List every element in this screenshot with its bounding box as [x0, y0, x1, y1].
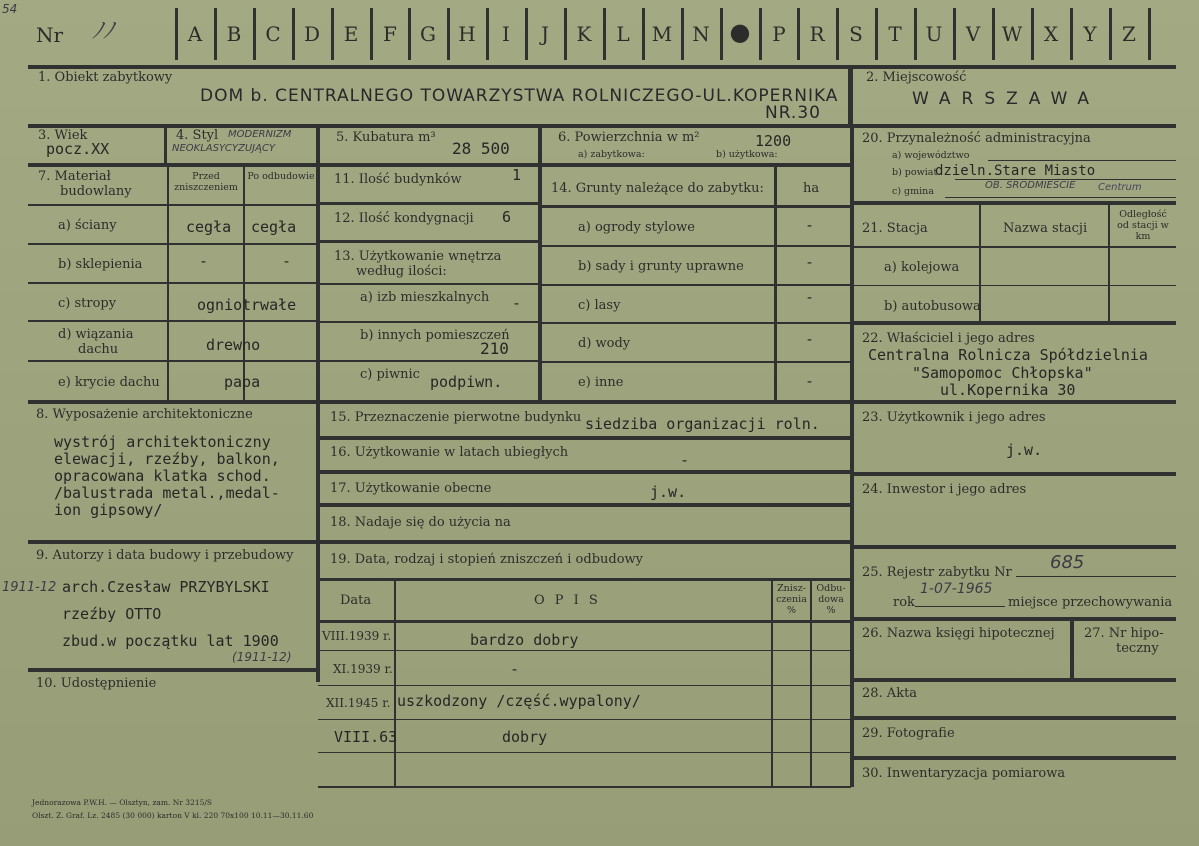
field-17-value: j.w. [650, 483, 687, 501]
field-1-label: 1. Obiekt zabytkowy [38, 70, 173, 85]
field-20-b-value: dzieln.Stare Miasto [935, 163, 1096, 179]
field-15-value: siedziba organizacji roln. [585, 415, 820, 433]
letter-index-cell: Y [1083, 22, 1097, 46]
field-14-row-b-value: - [805, 253, 815, 271]
letter-index-cell: I [502, 22, 510, 46]
field-12-label: 12. Ilość kondygnacji [334, 211, 474, 226]
field-22-line-3: ul.Kopernika 30 [940, 381, 1076, 399]
field-13-a-value: - [512, 294, 522, 312]
field-7-row-e-label: e) krycie dachu [58, 375, 160, 390]
field-7-row-a-label: a) ściany [58, 218, 117, 233]
letter-index-cell: H [458, 22, 476, 46]
field-7-row-b-label: b) sklepienia [58, 257, 143, 272]
field-14-row-c-value: - [805, 288, 815, 306]
letter-index-cell: E [343, 22, 359, 46]
letter-index-cell: W [1001, 22, 1023, 46]
nr-label: Nr [36, 23, 64, 47]
field-1-value-line1: DOM b. CENTRALNEGO TOWARZYSTWA ROLNICZEGO-UL.KOPERNIKA [200, 86, 839, 106]
field-22-label: 22. Właściciel i jego adres [862, 331, 1035, 346]
field-19-col-opis: O P I S [534, 593, 601, 608]
field-19-row-1-opis: bardzo dobry [470, 631, 579, 649]
field-7-row-a-before: cegła [186, 218, 232, 236]
field-30-label: 30. Inwentaryzacja pomiarowa [862, 766, 1066, 781]
letter-index-cell: F [383, 22, 397, 46]
field-6-a-label: a) zabytkowa: [578, 149, 645, 160]
field-19-col-odbudowa: Odbu- dowa % [816, 583, 846, 616]
field-13-a-label: a) izb mieszkalnych [360, 290, 490, 305]
field-21-col-distance: Odległość od stacji w km [1117, 209, 1169, 242]
field-21-col-name: Nazwa stacji [1003, 221, 1088, 236]
field-2-label: 2. Miejscowość [866, 70, 967, 85]
field-10-label: 10. Udostępnienie [36, 676, 157, 691]
letter-index-cell: U [925, 22, 943, 46]
field-27-label-2: teczny [1116, 641, 1159, 656]
field-7-row-d-label-2: dachu [78, 342, 119, 357]
letter-index-cell: S [849, 22, 863, 46]
field-19-col-date: Data [340, 593, 372, 608]
letter-index-row [0, 0, 1199, 62]
field-8-line-1: wystrój architektoniczny [54, 433, 271, 451]
field-13-c-label: c) piwnic [360, 367, 420, 382]
field-7-row-a-after: cegła [251, 218, 297, 236]
field-13-c-value: podpiwn. [430, 373, 503, 391]
field-8-line-5: ion gipsowy/ [54, 501, 163, 519]
letter-index-cell: Z [1122, 22, 1136, 46]
field-16-value: - [680, 451, 690, 469]
letter-index-cell: A [187, 22, 203, 46]
letter-index-cell: D [303, 22, 321, 46]
letter-index-cell: V [965, 22, 981, 46]
field-14-row-e-label: e) inne [578, 375, 624, 390]
field-14-unit: ha [803, 181, 820, 196]
field-22-line-2: "Samopomoc Chłopska" [912, 364, 1093, 382]
field-19-row-1-date: VIII.1939 r. [322, 629, 392, 643]
field-7-row-d-value: drewno [206, 336, 261, 354]
field-21-a-label: a) kolejowa [884, 260, 960, 275]
field-14-row-b-label: b) sady i grunty uprawne [578, 259, 744, 274]
field-14-row-c-label: c) lasy [578, 298, 621, 313]
field-27-label-1: 27. Nr hipo- [1084, 626, 1164, 641]
field-8-line-2: elewacji, rzeźby, balkon, [54, 450, 280, 468]
field-7-row-c-label: c) stropy [58, 296, 117, 311]
field-13-label-2: według ilości: [356, 264, 447, 279]
field-19-row-4-opis: dobry [502, 728, 548, 746]
field-8-line-3: opracowana klatka schod. [54, 467, 271, 485]
letter-index-cell: G [420, 22, 436, 46]
letter-index-cell: B [226, 22, 242, 46]
letter-index-cell: M [651, 22, 673, 46]
field-3-value: pocz.XX [46, 140, 110, 158]
letter-index-cell: ● [729, 18, 751, 46]
nr-handwritten: ﾉﾉ [92, 19, 115, 44]
field-1-value-line2: NR.30 [765, 103, 821, 123]
field-7-row-b-after: - [282, 252, 292, 270]
letter-index-cell: X [1043, 22, 1059, 46]
corner-mark: 54 [2, 2, 18, 16]
field-9-line-2: rzeźby OTTO [62, 605, 162, 623]
field-20-c-label: c) gmina [892, 186, 934, 197]
field-3-label: 3. Wiek [38, 128, 88, 143]
field-28-label: 28. Akta [862, 686, 918, 701]
field-7-col-before: Przed zniszczeniem [174, 171, 238, 193]
field-6-b-label: b) użytkowa: [716, 149, 778, 160]
field-12-value: 6 [502, 208, 512, 226]
field-19-row-3-opis: uszkodzony /część.wypalony/ [397, 692, 641, 710]
field-7-col-after: Po odbudowie [247, 171, 315, 182]
footer-print-line-2: Olszt. Z. Graf. Lz. 2485 (30 000) karton V kl. 220 70x100 10.11—30.11.60 [32, 811, 314, 820]
letter-index-cell: N [692, 22, 710, 46]
field-21-label: 21. Stacja [862, 221, 928, 236]
field-14-row-d-label: d) wody [578, 336, 631, 351]
field-17-label: 17. Użytkowanie obecne [330, 481, 492, 496]
letter-index-cell: T [888, 22, 902, 46]
field-19-row-2-date: XI.1939 r. [333, 662, 393, 676]
field-7-row-d-label-1: d) wiązania [58, 327, 134, 342]
field-19-label: 19. Data, rodzaj i stopień zniszczeń i odbudowy [330, 552, 644, 567]
field-19-col-zniszczenia: Znisz- czenia % [776, 583, 807, 616]
field-14-row-a-value: - [805, 216, 815, 234]
field-13-b-value: 210 [480, 339, 509, 358]
field-6-value: 1200 [755, 132, 792, 150]
letter-index-cell: J [540, 22, 550, 46]
letter-index-cell: P [772, 22, 786, 46]
letter-index-cell: L [616, 22, 630, 46]
field-26-label: 26. Nazwa księgi hipotecznej [862, 626, 1055, 641]
field-19-row-2-opis: - [510, 660, 520, 678]
field-9-line-3: zbud.w początku lat 1900 [62, 632, 279, 650]
field-7-label-2: budowlany [60, 184, 132, 199]
footer-print-line-1: Jednorazowa P.W.H. — Olsztyn, zam. Nr 3215/S [32, 798, 213, 807]
letter-index-cell: C [265, 22, 281, 46]
field-7-row-c-before: ognio [197, 296, 243, 314]
field-9-margin-handwritten: 1911-12 [2, 580, 57, 595]
field-4-handwritten-2: NEOKLASYCYZUJĄCY [172, 143, 276, 154]
field-4-handwritten-1: MODERNIZM [228, 129, 292, 140]
field-20-b-label: b) powiat [892, 167, 938, 178]
field-9-label: 9. Autorzy i data budowy i przebudowy [36, 548, 294, 563]
field-23-label: 23. Użytkownik i jego adres [862, 410, 1046, 425]
field-25-storage-label: miejsce przechowywania [1008, 595, 1173, 610]
field-23-value: j.w. [1006, 441, 1043, 459]
field-14-row-e-value: - [805, 372, 815, 390]
field-13-label-1: 13. Użytkowanie wnętrza [334, 249, 502, 264]
field-13-b-label: b) innych pomieszczeń [360, 328, 510, 343]
letter-index-cell: R [809, 22, 825, 46]
letter-index-cell: K [576, 22, 592, 46]
field-11-label: 11. Ilość budynków [334, 172, 462, 187]
field-7-row-e-value: papa [224, 373, 261, 391]
field-14-label: 14. Grunty należące do zabytku: [551, 181, 764, 196]
field-25-rok-value: 1-07-1965 [920, 581, 993, 597]
field-20-label: 20. Przynależność administracyjna [862, 131, 1091, 146]
field-20-a-label: a) województwo [892, 150, 970, 161]
field-25-label: 25. Rejestr zabytku Nr [862, 565, 1012, 580]
field-9-handwritten: (1911-12) [232, 650, 292, 664]
field-25-number: 685 [1050, 552, 1085, 573]
field-5-label: 5. Kubatura m³ [336, 130, 436, 145]
field-18-label: 18. Nadaje się do użycia na [330, 515, 511, 530]
field-22-line-1: Centralna Rolnicza Spółdzielnia [868, 346, 1148, 364]
field-11-value: 1 [512, 166, 522, 184]
field-15-label: 15. Przeznaczenie pierwotne budynku [330, 410, 582, 425]
field-4-label: 4. Styl [176, 128, 219, 143]
field-7-row-c-after: trwałe [242, 296, 297, 314]
field-19-row-4-date: VIII.63 [334, 728, 398, 746]
field-21-b-label: b) autobusowa [884, 299, 981, 314]
field-5-value: 28 500 [452, 139, 510, 158]
field-19-row-3-date: XII.1945 r. [326, 696, 391, 710]
field-29-label: 29. Fotografie [862, 726, 955, 741]
field-14-row-a-label: a) ogrody stylowe [578, 220, 695, 235]
field-7-label-1: 7. Materiał [38, 169, 111, 184]
field-6-label: 6. Powierzchnia w m² [558, 130, 700, 145]
field-8-line-4: /balustrada metal.,medal- [54, 484, 280, 502]
field-14-row-d-value: - [805, 330, 815, 348]
field-8-label: 8. Wyposażenie architektoniczne [36, 407, 253, 422]
field-24-label: 24. Inwestor i jego adres [862, 482, 1027, 497]
field-7-row-b-before: - [199, 252, 209, 270]
field-9-line-1: arch.Czesław PRZYBYLSKI [62, 578, 270, 596]
field-20-c-handwritten: OB. ŚRÓDMIEŚCIE [985, 180, 1076, 191]
field-16-label: 16. Użytkowanie w latach ubiegłych [330, 445, 569, 460]
field-2-value: WARSZAWA [912, 89, 1100, 109]
field-25-rok-label: rok [893, 595, 915, 610]
field-20-c-handwritten-2: Centrum [1098, 182, 1142, 193]
